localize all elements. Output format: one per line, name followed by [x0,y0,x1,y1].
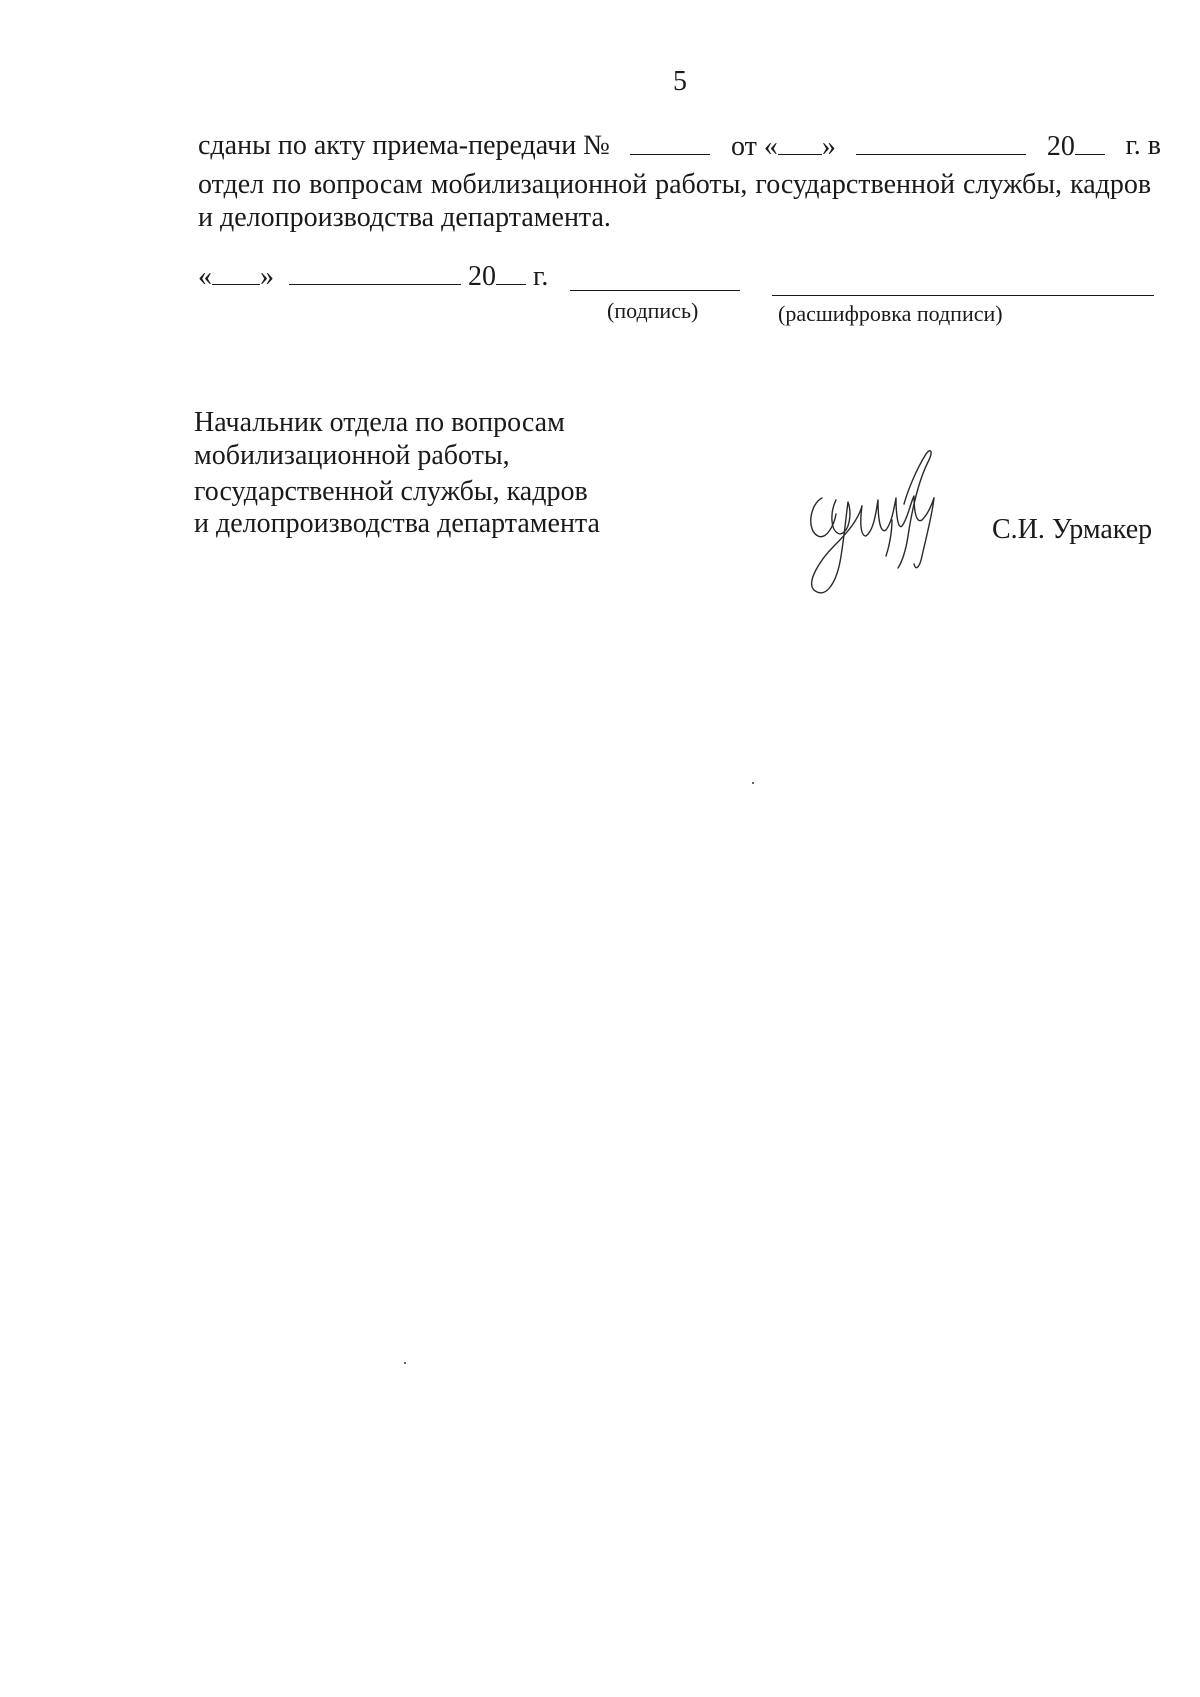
month-blank [856,132,1026,155]
paragraph-line-2 [198,171,1161,199]
handwritten-signature [800,440,970,605]
paragraph-text: г. в [1125,130,1161,161]
year-prefix: 20 [468,261,496,292]
scan-speck [404,1362,406,1364]
date-row [198,262,548,291]
day-blank [778,132,822,155]
signatory-title-line: Начальник отдела по вопросам [194,407,565,438]
signature-caption: (подпись) [607,298,699,323]
year-blank [1075,132,1105,155]
paragraph-line-3: и делопроизводства департамента. [198,202,611,233]
paragraph-text: 20 [1047,132,1105,161]
signature-decoding-caption: (расшифровка подписи) [778,301,1003,326]
paragraph-text: отдел по вопросам мобилизационной работы, государственной службы, кадров [198,169,1152,200]
open-quote: « [198,261,212,292]
paragraph-text: сданы по акту приема-передачи № [198,130,610,161]
close-quote: » [260,261,274,292]
signature-decoding-line [772,295,1154,296]
signatory-title-line: мобилизационной работы, [194,440,510,471]
signatory-title-line: и делопроизводства департамента [194,508,600,539]
year-suffix: г. [533,261,549,292]
act-number-blank [630,132,710,155]
scan-speck [752,782,754,784]
signer-name: С.И. Урмакер [992,514,1153,545]
signatory-title-line: государственной службы, кадров [194,476,588,507]
month-blank [289,262,461,285]
page-number: 5 [673,66,687,97]
signature-line [570,290,740,291]
day-blank [212,262,260,285]
year-blank [496,262,526,285]
paragraph-text: от « » [730,131,836,162]
paragraph-line-1 [198,132,1161,161]
